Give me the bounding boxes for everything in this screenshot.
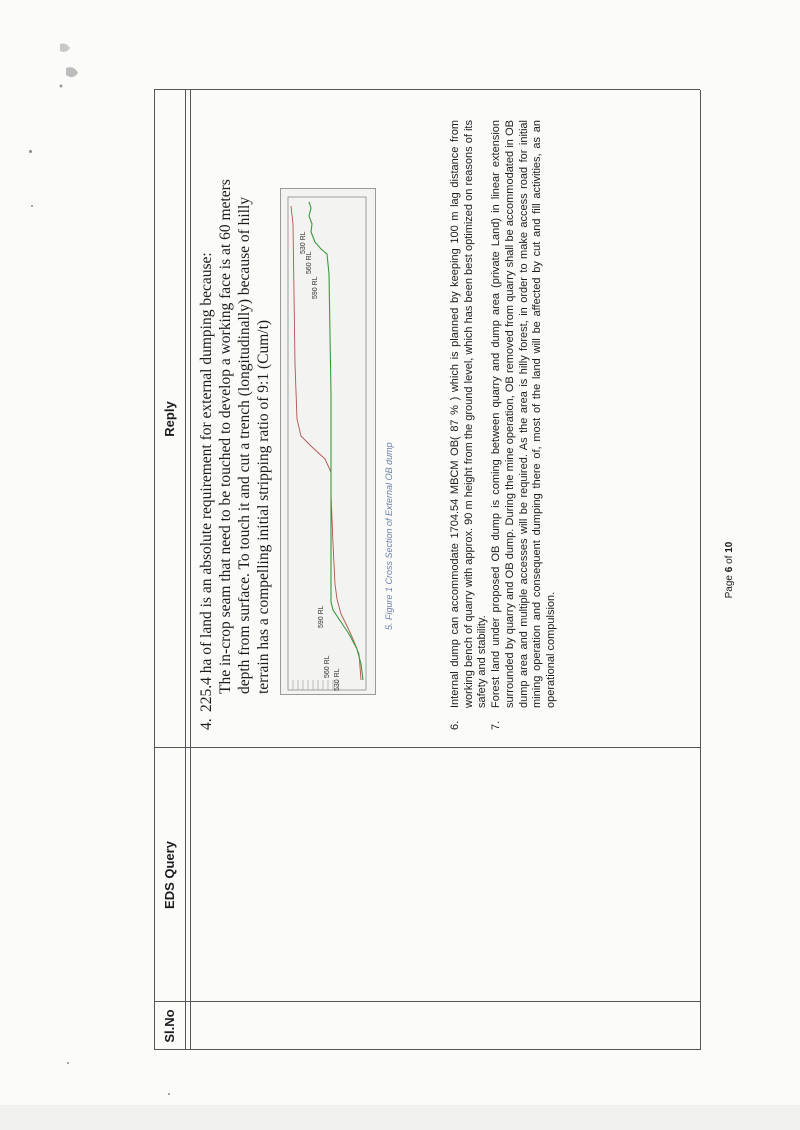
reply-items-6-7	[449, 120, 559, 730]
column-divider	[154, 1001, 700, 1002]
punch-hole-marks	[52, 40, 86, 92]
item-lead-text: 225.4 ha of land is an absolute requirement for external dumping because:	[198, 252, 215, 712]
scan-speck	[168, 1093, 170, 1095]
rl-label: 560 RL	[306, 251, 313, 274]
rl-label: 530 RL	[300, 231, 307, 254]
page-number	[724, 90, 735, 1050]
page-prefix: Page	[724, 572, 735, 599]
ground-profile-line	[291, 206, 361, 680]
reply-item-7	[490, 120, 559, 730]
cross-section-figure	[280, 188, 376, 695]
page-of: of	[724, 552, 735, 567]
table-header-rule	[185, 90, 186, 1050]
page-current: 6	[724, 566, 735, 573]
scan-speck	[29, 150, 32, 153]
rotated-document-page	[154, 90, 735, 1050]
reply-cell	[194, 100, 694, 750]
rl-label: 590 RL	[312, 276, 319, 299]
rl-label: 530 RL	[334, 668, 341, 691]
header-sl-no: Sl.No	[161, 1009, 177, 1043]
item-line: The in-crop seam that need to be touched to develop a working face is at 60 meters	[217, 179, 234, 694]
item-text: Internal dump can accommodate 1704.54 MBCM OB( 87 % ) which is planned by keeping 100 m lag distance from working bench of quarry with approx. 90 m height from the ground level, which has been best optimized on reasons of its safety and stability.	[449, 120, 489, 708]
figure-caption: 5. Figure 1 Cross Section of External OB dump	[384, 442, 394, 630]
scan-speck	[31, 205, 33, 207]
header-reply: Reply	[161, 401, 177, 437]
item-line: depth from surface. To touch it and cut a trench (longitudinally) because of hilly	[236, 196, 253, 694]
page-total: 10	[724, 541, 735, 553]
scan-speck	[67, 1062, 69, 1064]
plot-frame	[288, 197, 366, 690]
cross-section-plot	[281, 189, 375, 694]
reply-item-4	[197, 100, 273, 730]
scan-bottom-edge	[0, 1105, 800, 1130]
header-eds-query: EDS Query	[161, 841, 177, 909]
eds-reply-table	[154, 90, 700, 1050]
axis-ticks	[293, 680, 338, 690]
item-number: 7.	[490, 720, 503, 730]
item-number: 4.	[198, 718, 215, 730]
table-right-border	[154, 89, 700, 90]
item-number: 6.	[449, 720, 461, 730]
rl-label: 590 RL	[318, 605, 325, 628]
item-line: terrain has a compelling initial stripping ratio of 9:1 (Cum/t)	[255, 319, 272, 694]
table-bottom-border	[700, 90, 701, 1050]
reply-item-6	[449, 120, 490, 730]
table-row-rule	[190, 90, 191, 1050]
rl-label: 560 RL	[324, 655, 331, 678]
item-text: Forest land under proposed OB dump is coming between quarry and dump area (private Land) in linear extension surrounded by quarry and OB dump. During the mine operation, OB removed from quarry shall be accommodated in OB dump area and multiple accesses will be required. As the area is hilly forest, in order to make access road for initial mining operation and consequent dumping there of, most of the land will be affected by cut and fill activities, as an operational compulsion.	[490, 120, 557, 708]
table-left-border	[154, 1049, 700, 1050]
